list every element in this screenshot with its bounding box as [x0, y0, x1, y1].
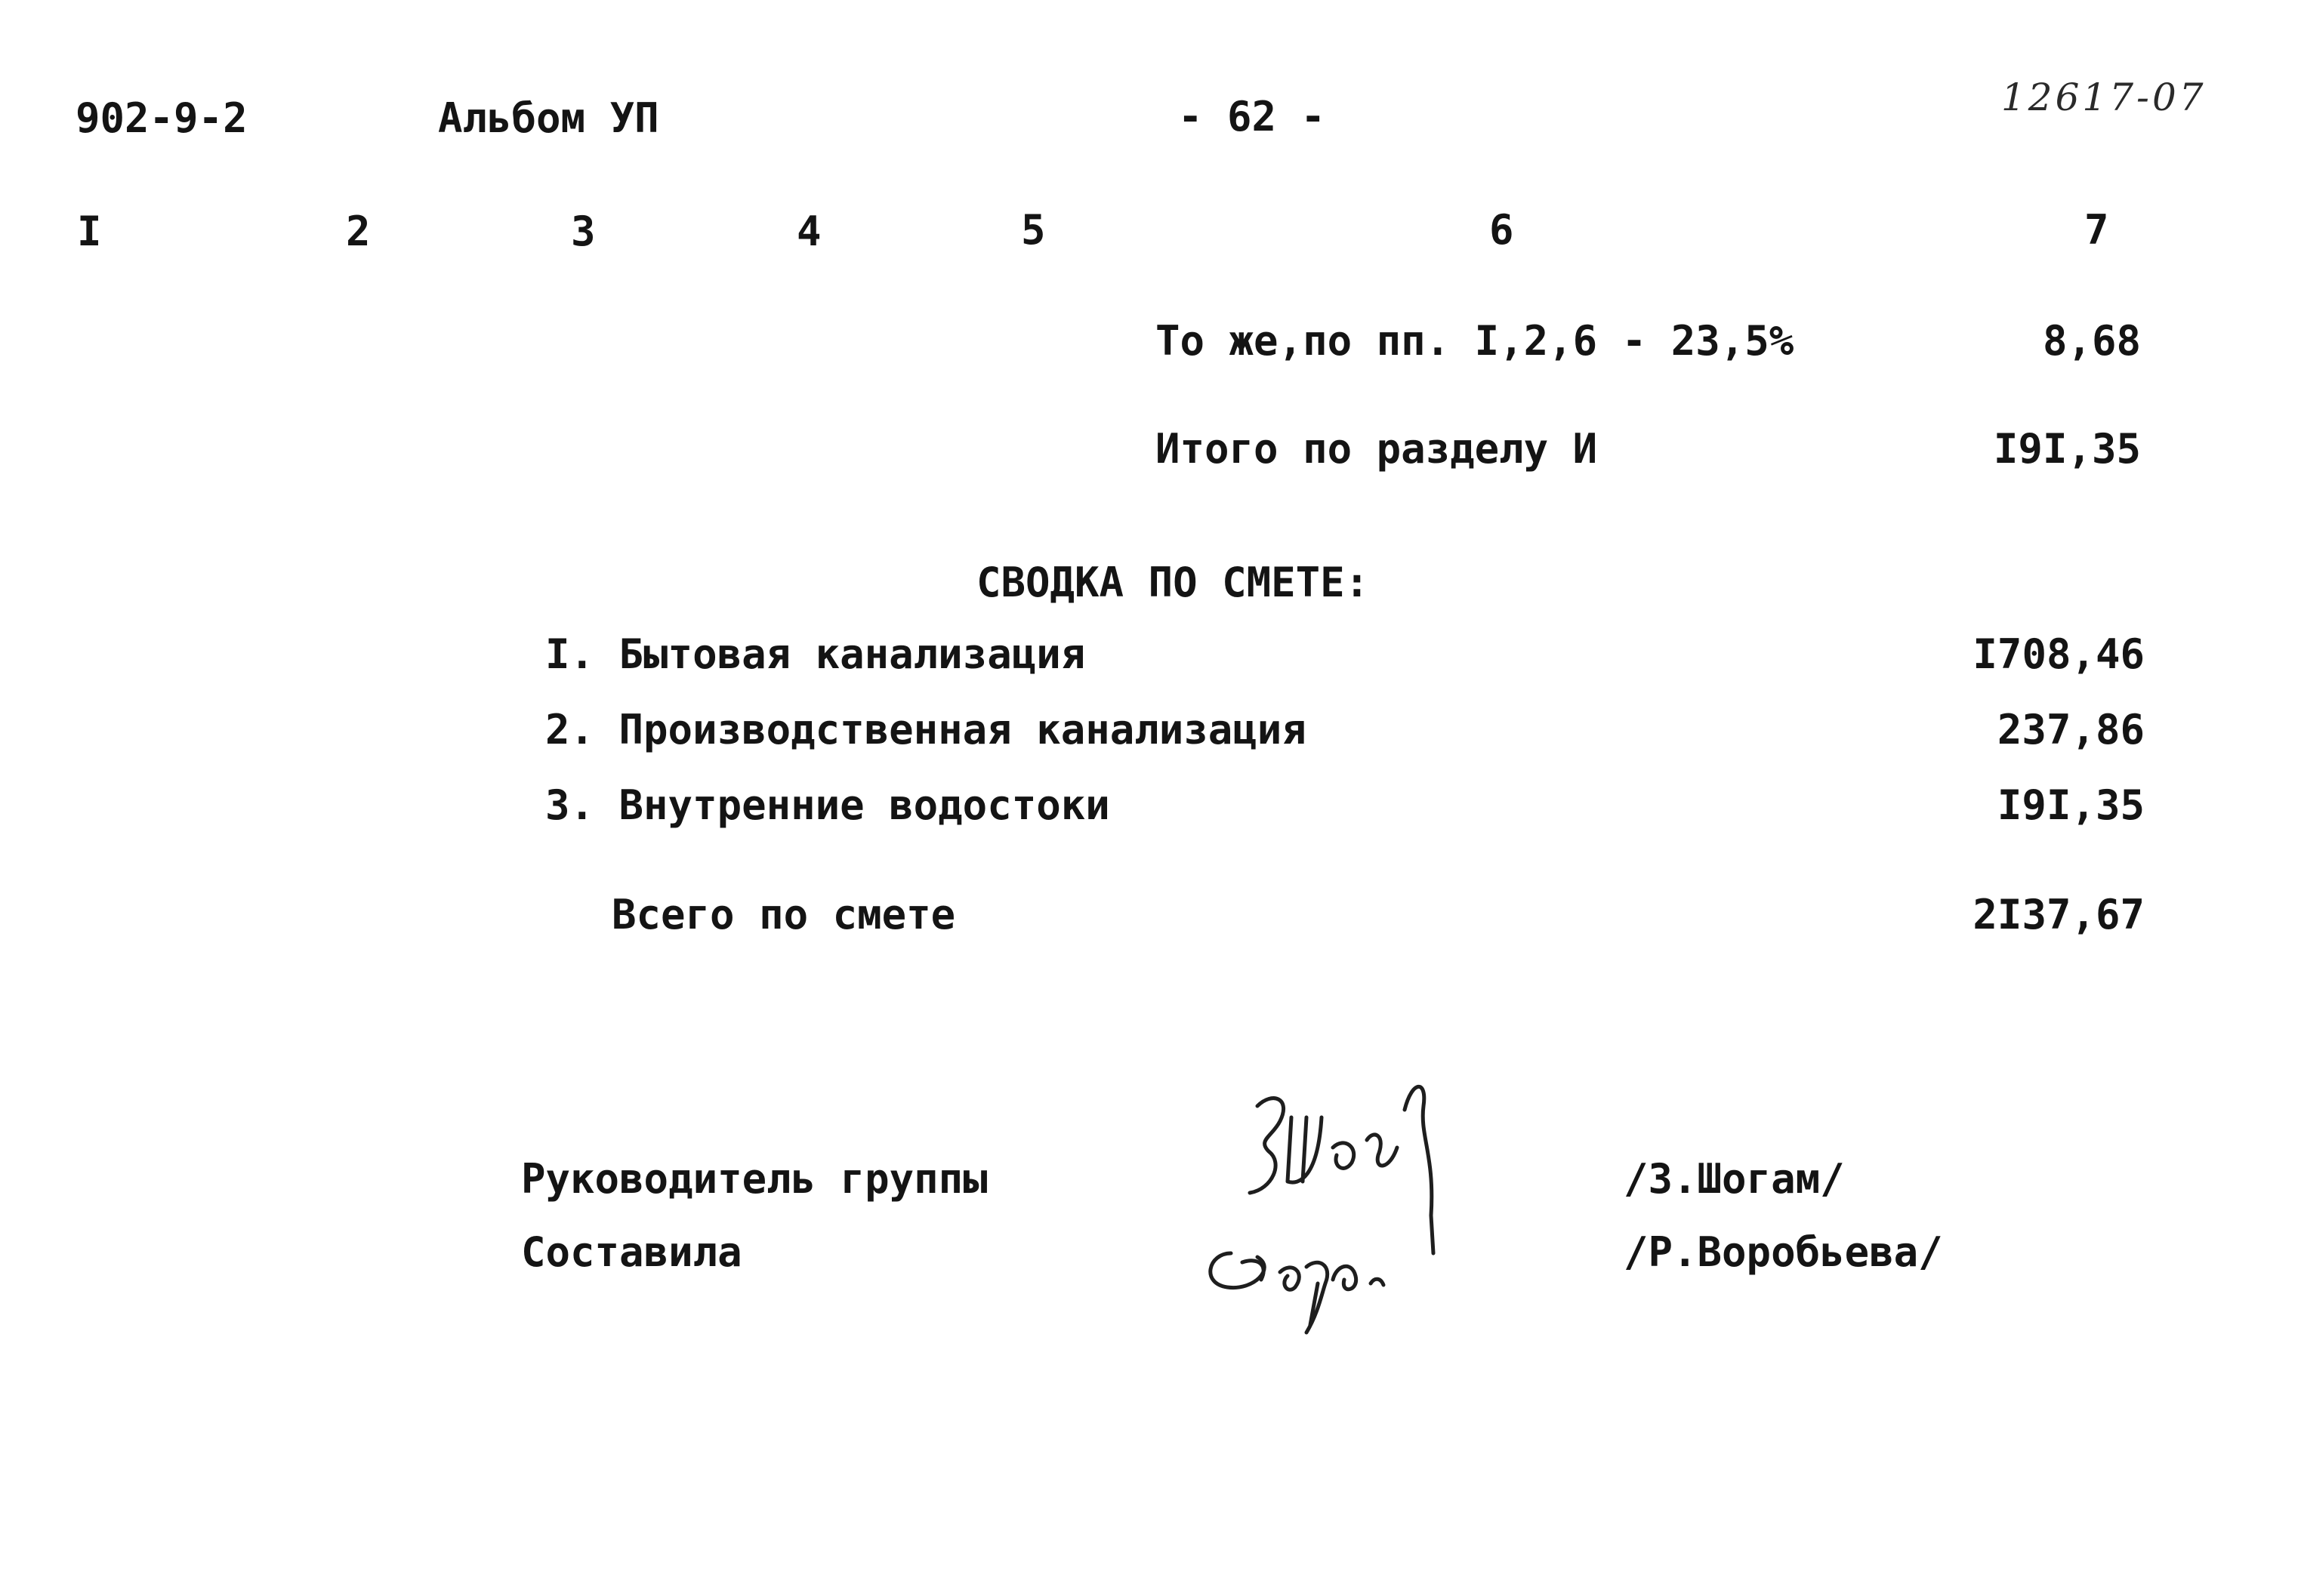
- grand-total-label: Всего по смете: [612, 891, 956, 938]
- summary-item-value: I708,46: [1973, 630, 2145, 678]
- handwritten-signature-image: [1186, 1065, 1473, 1336]
- summary-item-label: I. Бытовая канализация: [545, 630, 1086, 678]
- summary-item-label: 3. Внутренние водостоки: [545, 781, 1110, 829]
- column-number: I: [77, 208, 102, 255]
- column-number: 3: [571, 208, 596, 255]
- column-number: 7: [2084, 206, 2109, 254]
- column-number: 5: [1021, 206, 1046, 254]
- document-code: 902-9-2: [76, 94, 248, 142]
- summary-item-label: 2. Производственная канализация: [545, 706, 1306, 753]
- handwritten-number: 12617-07: [2001, 75, 2207, 119]
- same-pp-value: 8,68: [2042, 317, 2141, 365]
- grand-total-value: 2I37,67: [1973, 891, 2145, 938]
- album-label: Альбом УП: [438, 94, 659, 142]
- signature-name-group-lead: /З.Шогам/: [1624, 1155, 1845, 1203]
- summary-item-value: I9I,35: [1997, 781, 2145, 829]
- signature-name-compiler: /Р.Воробьева/: [1624, 1228, 1943, 1276]
- column-number: 4: [797, 208, 822, 255]
- signature-role-group-lead: Руководитель группы: [521, 1155, 988, 1203]
- column-number: 2: [346, 208, 371, 255]
- same-pp-label: То же,по пп. I,2,6 - 23,5%: [1155, 317, 1794, 365]
- summary-title: СВОДКА ПО СМЕТЕ:: [976, 559, 1370, 606]
- column-number: 6: [1489, 206, 1514, 254]
- page-number: - 62 -: [1178, 93, 1326, 140]
- signature-role-compiler: Составила: [521, 1228, 742, 1276]
- section-total-label: Итого по разделу И: [1155, 425, 1598, 473]
- section-total-value: I9I,35: [1993, 425, 2141, 473]
- summary-item-value: 237,86: [1997, 706, 2145, 753]
